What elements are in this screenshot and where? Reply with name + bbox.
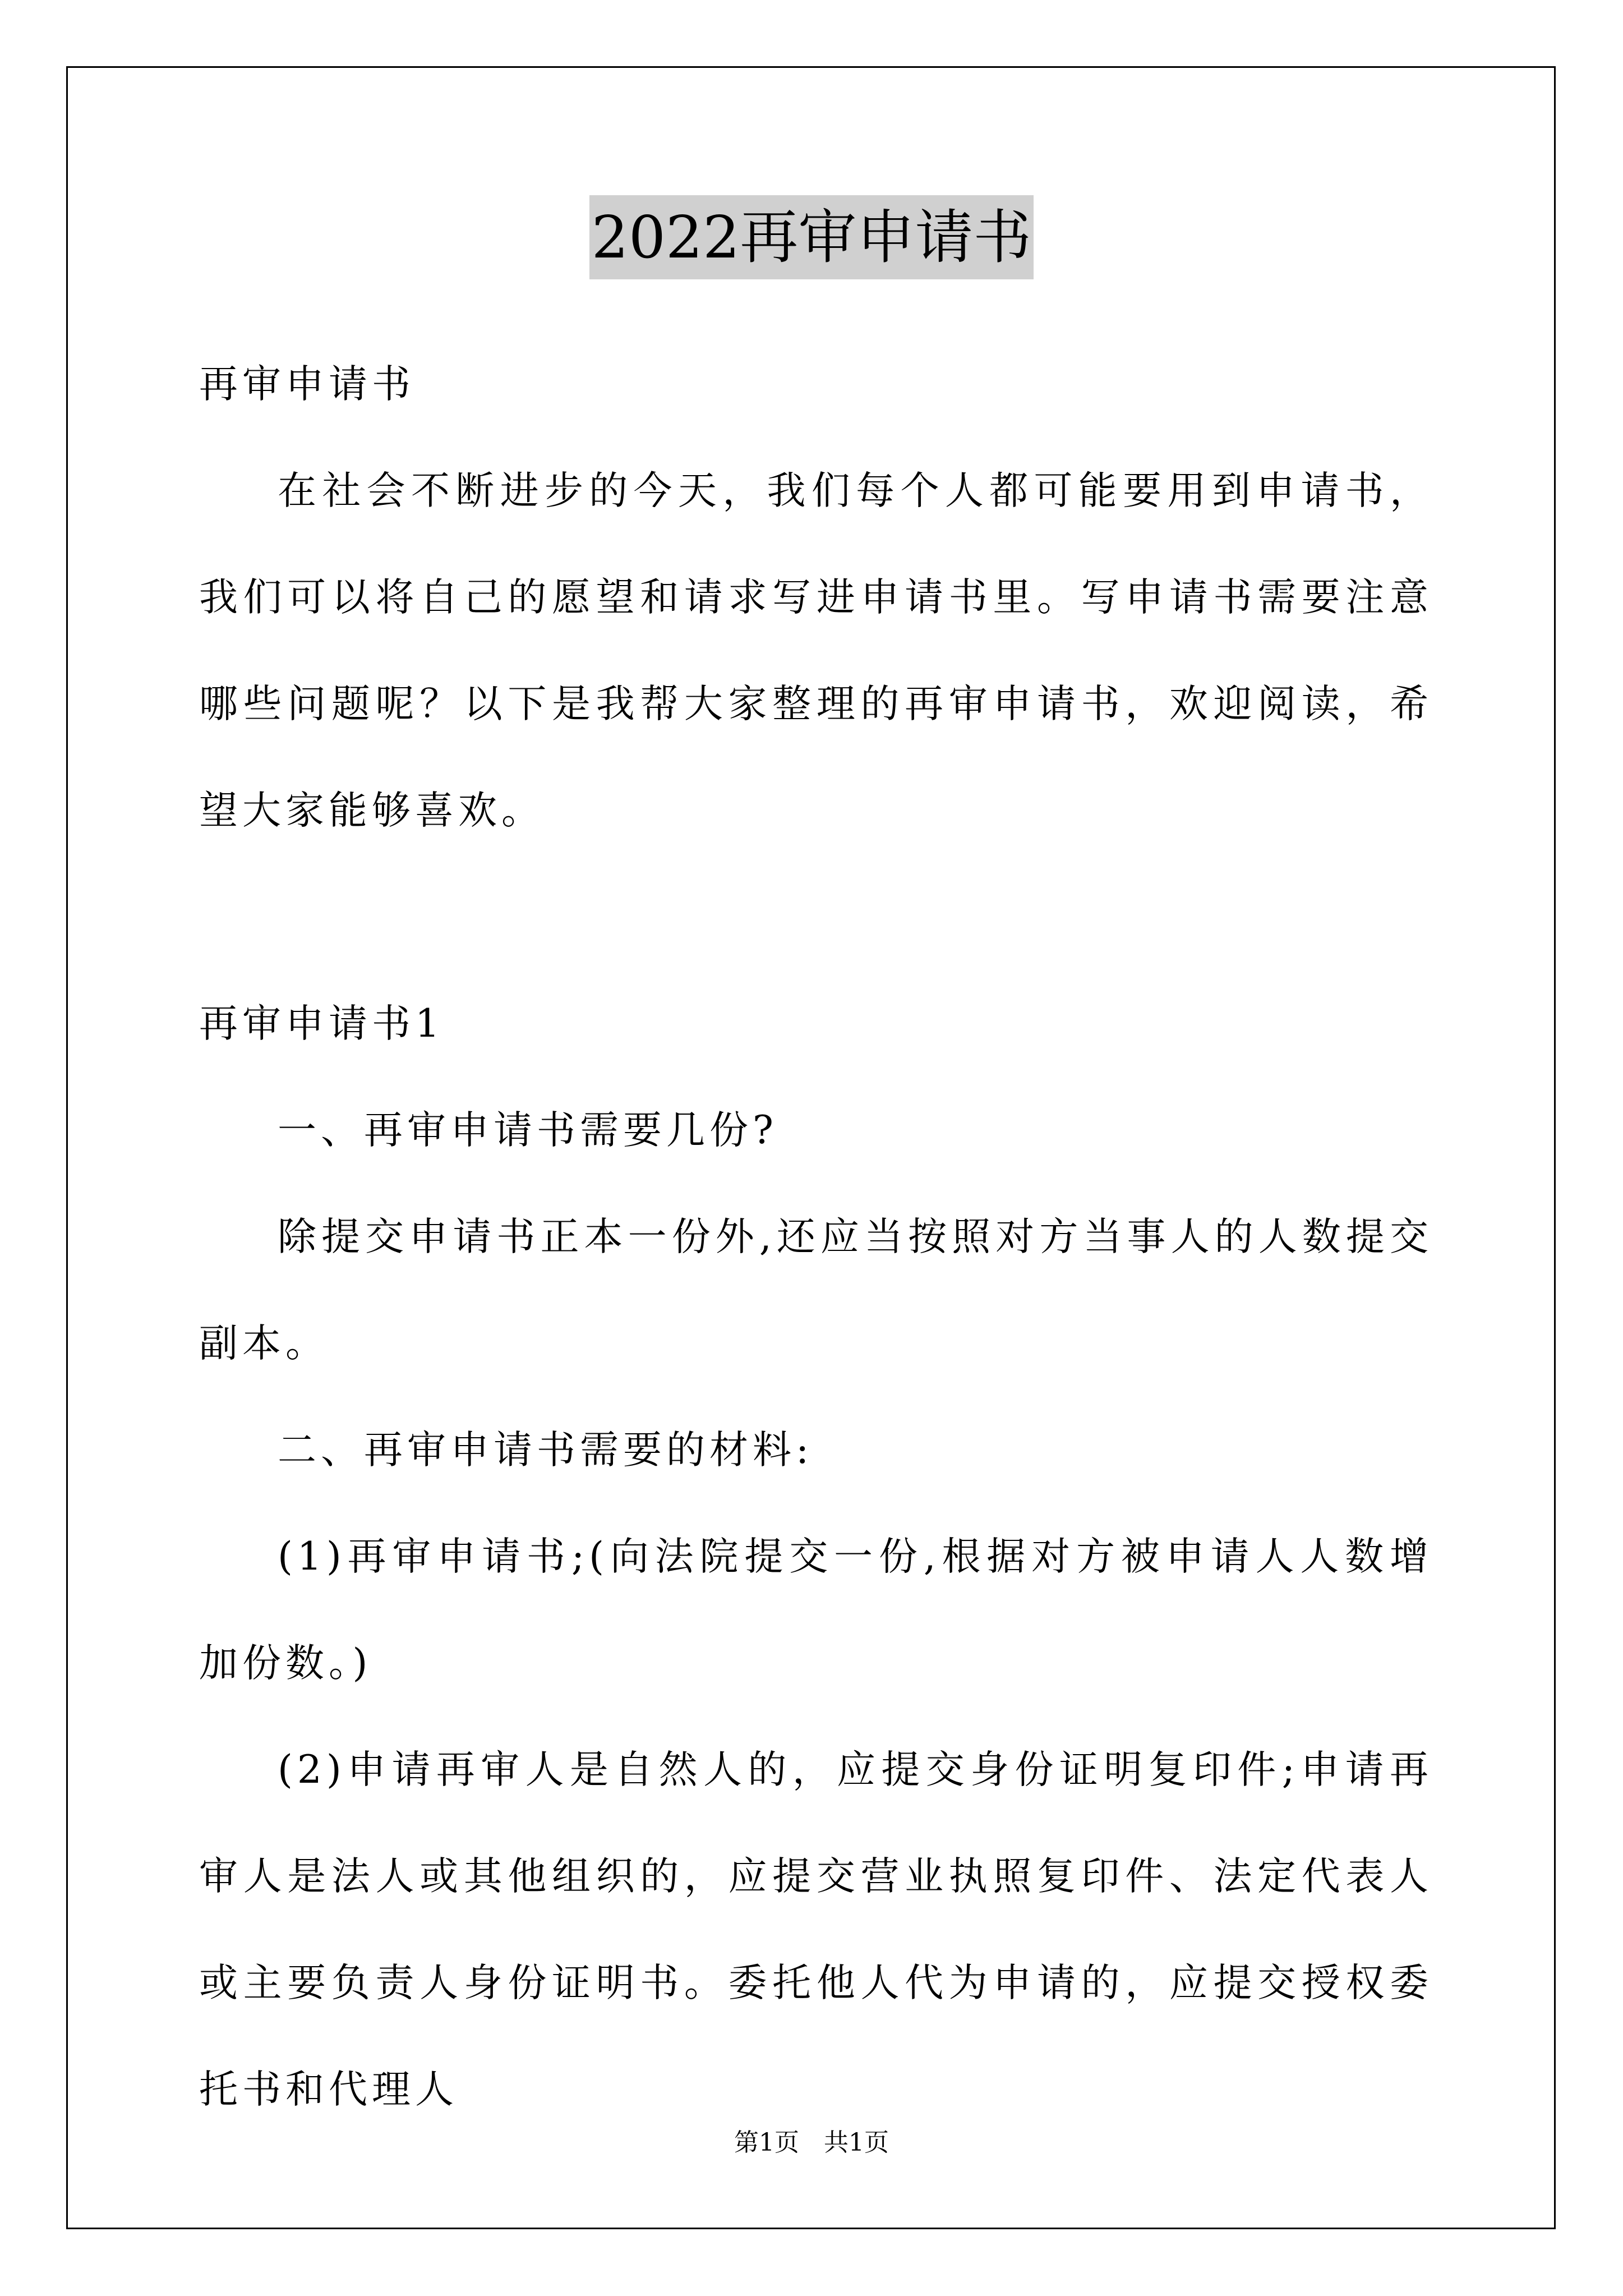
list-item: (2)申请再审人是自然人的，应提交身份证明复印件;申请再审人是法人或其他组织的，应提交营业执照复印件、法定代表人或主要负责人身份证明书。委托他人代为申请的，应提交授权委托书和代理人: [199, 1747, 1433, 2112]
body-paragraph: 除提交申请书正本一份外,还应当按照对方当事人的人数提交副本。: [199, 1214, 1433, 1366]
section-heading: 再审申请书1: [199, 1001, 444, 1046]
paragraph-spacer: [199, 864, 1433, 970]
question-heading: 二、再审申请书需要的材料:: [278, 1428, 814, 1473]
list-item: (1)再审申请书;(向法院提交一份,根据对方被申请人人数增加份数。): [199, 1534, 1433, 1686]
page-footer: 第1页 共1页: [734, 2128, 889, 2157]
document-title: 2022再审申请书: [589, 195, 1034, 279]
document-body: [199, 331, 1433, 2143]
question-heading: 一、再审申请书需要几份?: [278, 1108, 778, 1153]
intro-paragraph: 在社会不断进步的今天，我们每个人都可能要用到申请书，我们可以将自己的愿望和请求写进申请书里。写申请书需要注意哪些问题呢？以下是我帮大家整理的再审申请书，欢迎阅读，希望大家能够喜欢。: [199, 468, 1433, 833]
title-container: [0, 195, 1623, 279]
section-heading: 再审申请书: [199, 362, 415, 407]
